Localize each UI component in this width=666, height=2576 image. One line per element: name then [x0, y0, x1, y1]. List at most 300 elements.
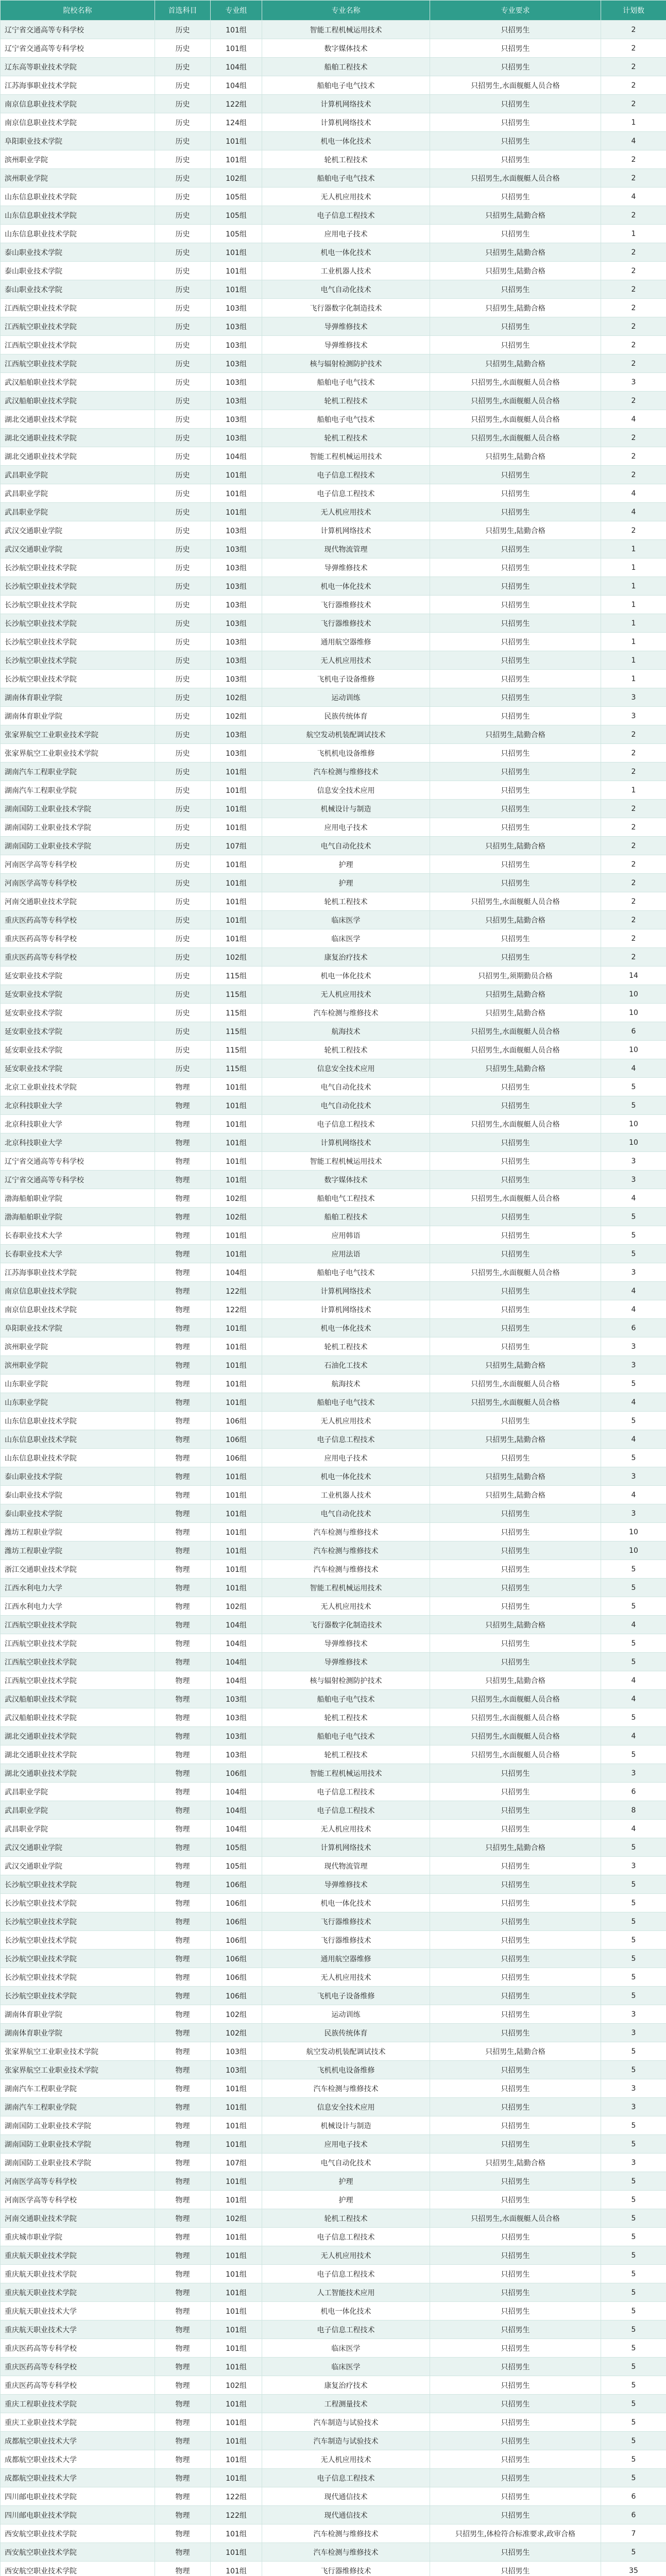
major-code-cell: 104组: [211, 1616, 262, 1634]
plan-cell: 8: [601, 1801, 666, 1820]
subject-cell: 历史: [155, 503, 211, 521]
requirement-cell: 只招男生,水面舰艇人员合格: [430, 373, 601, 392]
table-row: [1, 2098, 666, 2116]
subject-cell: 历史: [155, 818, 211, 837]
major-name-cell: 电子信息工程技术: [262, 1430, 430, 1449]
major-name-cell: 导弹维修技术: [262, 317, 430, 336]
major-name-cell: 应用电子技术: [262, 818, 430, 837]
major-code-cell: 103组: [211, 429, 262, 447]
major-code-cell: 103组: [211, 577, 262, 596]
plan-cell: 1: [601, 633, 666, 651]
requirement-cell: 只招男生,水面舰艇人员合格: [430, 1022, 601, 1041]
subject-cell: 历史: [155, 429, 211, 447]
subject-cell: 历史: [155, 558, 211, 577]
subject-cell: 物理: [155, 2191, 211, 2209]
table-row: [1, 1560, 666, 1579]
requirement-cell: 只招男生,陆勤合格: [430, 1356, 601, 1375]
table-row: [1, 2506, 666, 2524]
table-row: [1, 299, 666, 317]
subject-cell: 物理: [155, 2283, 211, 2302]
subject-cell: 物理: [155, 2154, 211, 2172]
requirement-cell: 只招男生: [430, 1579, 601, 1597]
table-row: [1, 2469, 666, 2487]
major-code-cell: 107组: [211, 2154, 262, 2172]
major-name-cell: 飞行器数字化制造技术: [262, 299, 430, 317]
requirement-cell: 只招男生: [430, 2024, 601, 2042]
major-code-cell: 103组: [211, 614, 262, 633]
requirement-cell: 只招男生: [430, 2487, 601, 2506]
school-cell: 江西航空职业技术学院: [1, 1616, 155, 1634]
school-cell: 山东信息职业技术学院: [1, 1430, 155, 1449]
plan-cell: 10: [601, 1115, 666, 1133]
subject-cell: 历史: [155, 132, 211, 150]
major-name-cell: 信息安全技术应用: [262, 781, 430, 800]
plan-cell: 5: [601, 1875, 666, 1894]
subject-cell: 历史: [155, 299, 211, 317]
plan-cell: 10: [601, 1041, 666, 1059]
plan-cell: 1: [601, 651, 666, 670]
major-code-cell: 101组: [211, 1523, 262, 1541]
school-cell: 武汉船舶职业技术学院: [1, 373, 155, 392]
major-code-cell: 101组: [211, 243, 262, 262]
major-code-cell: 103组: [211, 392, 262, 410]
major-code-cell: 101组: [211, 1560, 262, 1579]
table-row: [1, 1504, 666, 1523]
requirement-cell: 只招男生,水面舰艇人员合格: [430, 1393, 601, 1412]
requirement-cell: 只招男生: [430, 670, 601, 688]
major-code-cell: 104组: [211, 76, 262, 95]
subject-cell: 物理: [155, 2024, 211, 2042]
table-row: [1, 1412, 666, 1430]
requirement-cell: 只招男生: [430, 614, 601, 633]
major-name-cell: 船舶电子电气技术: [262, 76, 430, 95]
plan-cell: 5: [601, 2135, 666, 2154]
subject-cell: 物理: [155, 1356, 211, 1375]
requirement-cell: 只招男生: [430, 1337, 601, 1356]
school-cell: 长沙航空职业技术学院: [1, 558, 155, 577]
plan-cell: 2: [601, 948, 666, 967]
school-cell: 湖南汽车工程职业学院: [1, 2079, 155, 2098]
major-code-cell: 103组: [211, 410, 262, 429]
header-major-name: 专业名称: [262, 1, 430, 21]
school-cell: 江西水利电力大学: [1, 1597, 155, 1616]
subject-cell: 历史: [155, 262, 211, 280]
major-code-cell: 101组: [211, 2098, 262, 2116]
major-name-cell: 轮机工程技术: [262, 892, 430, 911]
major-name-cell: 导弹维修技术: [262, 1634, 430, 1653]
school-cell: 河南医学高等专科学校: [1, 2191, 155, 2209]
school-cell: 湖南体育职业学院: [1, 688, 155, 707]
table-row: [1, 1764, 666, 1783]
major-name-cell: 电气自动化技术: [262, 837, 430, 855]
major-code-cell: 106组: [211, 1764, 262, 1783]
school-cell: 辽宁省交通高等专科学校: [1, 1152, 155, 1171]
table-row: [1, 1894, 666, 1912]
major-code-cell: 101组: [211, 1579, 262, 1597]
requirement-cell: 只招男生,陆勤合格: [430, 1059, 601, 1078]
school-cell: 江西航空职业技术学院: [1, 354, 155, 373]
requirement-cell: 只招男生: [430, 2339, 601, 2358]
plan-cell: 3: [601, 1764, 666, 1783]
requirement-cell: 只招男生: [430, 2450, 601, 2469]
plan-cell: 5: [601, 1208, 666, 1226]
subject-cell: 物理: [155, 2469, 211, 2487]
major-code-cell: 115组: [211, 1022, 262, 1041]
major-name-cell: 智能工程机械运用技术: [262, 1152, 430, 1171]
major-code-cell: 102组: [211, 707, 262, 725]
school-cell: 江西水利电力大学: [1, 1579, 155, 1597]
subject-cell: 物理: [155, 1912, 211, 1931]
requirement-cell: 只招男生: [430, 1931, 601, 1950]
subject-cell: 物理: [155, 1337, 211, 1356]
major-name-cell: 无人机应用技术: [262, 1968, 430, 1987]
plan-cell: 3: [601, 1171, 666, 1189]
major-name-cell: 飞行器维修技术: [262, 1931, 430, 1950]
subject-cell: 历史: [155, 985, 211, 1004]
plan-cell: 5: [601, 1894, 666, 1912]
major-code-cell: 103组: [211, 540, 262, 558]
subject-cell: 物理: [155, 1838, 211, 1857]
major-name-cell: 电子信息工程技术: [262, 1783, 430, 1801]
requirement-cell: 只招男生,陆勤合格: [430, 1004, 601, 1022]
requirement-cell: 只招男生: [430, 1820, 601, 1838]
major-name-cell: 飞行器维修技术: [262, 2562, 430, 2576]
school-cell: 武昌职业学院: [1, 1783, 155, 1801]
school-cell: 武汉交通职业学院: [1, 540, 155, 558]
table-row: [1, 1634, 666, 1653]
requirement-cell: 只招男生: [430, 1968, 601, 1987]
major-name-cell: 汽车检测与维修技术: [262, 2524, 430, 2543]
school-cell: 湖南国防工业职业技术学院: [1, 2135, 155, 2154]
plan-cell: 6: [601, 2487, 666, 2506]
major-name-cell: 电子信息工程技术: [262, 2320, 430, 2339]
major-code-cell: 103组: [211, 1708, 262, 1727]
school-cell: 辽东高等职业技术学院: [1, 58, 155, 76]
table-row: [1, 558, 666, 577]
major-code-cell: 106组: [211, 1449, 262, 1467]
table-row: [1, 2246, 666, 2265]
table-row: [1, 1857, 666, 1875]
major-code-cell: 104组: [211, 1653, 262, 1671]
school-cell: 阜阳职业技术学院: [1, 1319, 155, 1337]
table-row: [1, 2209, 666, 2228]
plan-cell: 10: [601, 1541, 666, 1560]
subject-cell: 物理: [155, 1801, 211, 1820]
requirement-cell: 只招男生: [430, 1560, 601, 1579]
plan-cell: 4: [601, 484, 666, 503]
subject-cell: 物理: [155, 1523, 211, 1541]
requirement-cell: 只招男生: [430, 21, 601, 39]
table-row: [1, 447, 666, 466]
major-code-cell: 102组: [211, 2024, 262, 2042]
subject-cell: 历史: [155, 484, 211, 503]
table-row: [1, 2191, 666, 2209]
major-code-cell: 106组: [211, 1430, 262, 1449]
subject-cell: 历史: [155, 633, 211, 651]
table-row: [1, 2487, 666, 2506]
major-name-cell: 计算机网络技术: [262, 113, 430, 132]
requirement-cell: 只招男生,陆勤合格: [430, 354, 601, 373]
major-name-cell: 信息安全技术应用: [262, 2098, 430, 2116]
school-cell: 湖南国防工业职业技术学院: [1, 800, 155, 818]
major-code-cell: 101组: [211, 2450, 262, 2469]
table-row: [1, 614, 666, 633]
requirement-cell: 只招男生: [430, 317, 601, 336]
major-code-cell: 102组: [211, 1597, 262, 1616]
table-row: [1, 2339, 666, 2358]
table-row: [1, 2024, 666, 2042]
table-row: [1, 1727, 666, 1745]
subject-cell: 历史: [155, 392, 211, 410]
requirement-cell: 只招男生: [430, 818, 601, 837]
major-name-cell: 汽车检测与维修技术: [262, 1541, 430, 1560]
plan-cell: 5: [601, 2395, 666, 2413]
subject-cell: 物理: [155, 1486, 211, 1504]
plan-cell: 10: [601, 985, 666, 1004]
plan-cell: 2: [601, 447, 666, 466]
school-cell: 南京信息职业技术学院: [1, 95, 155, 113]
major-name-cell: 电子信息工程技术: [262, 2469, 430, 2487]
plan-cell: 5: [601, 2265, 666, 2283]
plan-cell: 10: [601, 1133, 666, 1152]
subject-cell: 物理: [155, 2320, 211, 2339]
requirement-cell: 只招男生: [430, 540, 601, 558]
subject-cell: 物理: [155, 2005, 211, 2024]
plan-cell: 5: [601, 2432, 666, 2450]
major-code-cell: 104组: [211, 1634, 262, 1653]
requirement-cell: 只招男生: [430, 781, 601, 800]
subject-cell: 历史: [155, 1059, 211, 1078]
plan-cell: 5: [601, 2283, 666, 2302]
requirement-cell: 只招男生,陆勤合格: [430, 447, 601, 466]
major-name-cell: 智能工程机械运用技术: [262, 21, 430, 39]
subject-cell: 历史: [155, 150, 211, 169]
table-row: [1, 892, 666, 911]
major-code-cell: 103组: [211, 596, 262, 614]
major-code-cell: 102组: [211, 2005, 262, 2024]
major-name-cell: 机电一体化技术: [262, 1467, 430, 1486]
requirement-cell: 只招男生,须期勤员合格: [430, 967, 601, 985]
table-body: [1, 21, 666, 2576]
school-cell: 湖南汽车工程职业学院: [1, 781, 155, 800]
table-row: [1, 484, 666, 503]
major-code-cell: 122组: [211, 95, 262, 113]
school-cell: 江西航空职业技术学院: [1, 336, 155, 354]
school-cell: 延安职业技术学院: [1, 1022, 155, 1041]
school-cell: 渤海船舶职业学院: [1, 1189, 155, 1208]
requirement-cell: 只招男生: [430, 113, 601, 132]
subject-cell: 物理: [155, 1634, 211, 1653]
school-cell: 长沙航空职业技术学院: [1, 633, 155, 651]
table-row: [1, 1820, 666, 1838]
subject-cell: 历史: [155, 1041, 211, 1059]
requirement-cell: 只招男生: [430, 1764, 601, 1783]
table-row: [1, 837, 666, 855]
subject-cell: 历史: [155, 744, 211, 762]
school-cell: 泰山职业技术学院: [1, 243, 155, 262]
school-cell: 长沙航空职业技术学院: [1, 1875, 155, 1894]
table-row: [1, 21, 666, 39]
requirement-cell: 只招男生: [430, 1245, 601, 1263]
major-name-cell: 计算机网络技术: [262, 1282, 430, 1300]
subject-cell: 物理: [155, 1096, 211, 1115]
subject-cell: 物理: [155, 1171, 211, 1189]
requirement-cell: 只招男生,陆勤合格: [430, 2154, 601, 2172]
subject-cell: 历史: [155, 596, 211, 614]
plan-cell: 1: [601, 614, 666, 633]
requirement-cell: 只招男生: [430, 2469, 601, 2487]
plan-cell: 5: [601, 1560, 666, 1579]
table-row: [1, 336, 666, 354]
major-code-cell: 115组: [211, 1004, 262, 1022]
major-name-cell: 汽车检测与维修技术: [262, 1560, 430, 1579]
major-code-cell: 101组: [211, 2358, 262, 2376]
table-row: [1, 1653, 666, 1671]
subject-cell: 历史: [155, 21, 211, 39]
subject-cell: 历史: [155, 336, 211, 354]
school-cell: 武昌职业学院: [1, 1801, 155, 1820]
requirement-cell: 只招男生: [430, 2358, 601, 2376]
requirement-cell: 只招男生: [430, 948, 601, 967]
requirement-cell: 只招男生: [430, 225, 601, 243]
major-name-cell: 应用电子技术: [262, 2135, 430, 2154]
plan-cell: 1: [601, 670, 666, 688]
major-code-cell: 101组: [211, 2246, 262, 2265]
major-code-cell: 104组: [211, 1263, 262, 1282]
plan-cell: 4: [601, 1671, 666, 1690]
subject-cell: 物理: [155, 2487, 211, 2506]
major-code-cell: 101组: [211, 1467, 262, 1486]
subject-cell: 历史: [155, 725, 211, 744]
plan-cell: 5: [601, 1950, 666, 1968]
major-code-cell: 105组: [211, 225, 262, 243]
major-name-cell: 机电一体化技术: [262, 132, 430, 150]
requirement-cell: 只招男生: [430, 596, 601, 614]
major-name-cell: 汽车检测与维修技术: [262, 2543, 430, 2562]
major-name-cell: 计算机网络技术: [262, 1300, 430, 1319]
requirement-cell: 只招男生: [430, 484, 601, 503]
plan-cell: 3: [601, 1857, 666, 1875]
table-row: [1, 911, 666, 929]
requirement-cell: 只招男生: [430, 2079, 601, 2098]
requirement-cell: 只招男生: [430, 2413, 601, 2432]
major-code-cell: 101组: [211, 2524, 262, 2543]
school-cell: 滨州职业学院: [1, 1337, 155, 1356]
plan-cell: 5: [601, 2061, 666, 2079]
major-name-cell: 康复治疗技术: [262, 948, 430, 967]
subject-cell: 历史: [155, 929, 211, 948]
plan-cell: 10: [601, 1523, 666, 1541]
major-name-cell: 数字媒体技术: [262, 39, 430, 58]
requirement-cell: 只招男生: [430, 1282, 601, 1300]
subject-cell: 历史: [155, 911, 211, 929]
major-code-cell: 101组: [211, 280, 262, 299]
major-name-cell: 无人机应用技术: [262, 2450, 430, 2469]
major-code-cell: 101组: [211, 466, 262, 484]
table-row: [1, 429, 666, 447]
subject-cell: 物理: [155, 2524, 211, 2543]
table-row: [1, 762, 666, 781]
major-code-cell: 106组: [211, 1987, 262, 2005]
major-code-cell: 106组: [211, 1875, 262, 1894]
subject-cell: 物理: [155, 1319, 211, 1337]
school-cell: 重庆航天职业技术学院: [1, 2283, 155, 2302]
major-code-cell: 101组: [211, 150, 262, 169]
major-code-cell: 104组: [211, 1820, 262, 1838]
table-row: [1, 113, 666, 132]
requirement-cell: 只招男生: [430, 2228, 601, 2246]
school-cell: 张家界航空工业职业技术学院: [1, 2042, 155, 2061]
major-code-cell: 102组: [211, 1208, 262, 1226]
subject-cell: 历史: [155, 707, 211, 725]
plan-cell: 3: [601, 1504, 666, 1523]
major-code-cell: 122组: [211, 1300, 262, 1319]
subject-cell: 物理: [155, 1745, 211, 1764]
major-name-cell: 电子信息工程技术: [262, 1115, 430, 1133]
requirement-cell: 只招男生: [430, 1541, 601, 1560]
plan-cell: 5: [601, 1987, 666, 2005]
major-name-cell: 导弹维修技术: [262, 558, 430, 577]
requirement-cell: 只招男生: [430, 633, 601, 651]
subject-cell: 历史: [155, 169, 211, 188]
table-row: [1, 2302, 666, 2320]
plan-cell: 35: [601, 2562, 666, 2576]
major-code-cell: 101组: [211, 132, 262, 150]
table-row: [1, 1282, 666, 1300]
major-name-cell: 临床医学: [262, 2358, 430, 2376]
subject-cell: 物理: [155, 1078, 211, 1096]
major-code-cell: 101组: [211, 262, 262, 280]
school-cell: 重庆医药高等专科学校: [1, 2376, 155, 2395]
school-cell: 重庆工程职业技术学院: [1, 2395, 155, 2413]
major-code-cell: 101组: [211, 2413, 262, 2432]
major-code-cell: 115组: [211, 1041, 262, 1059]
major-name-cell: 机械设计与制造: [262, 800, 430, 818]
school-cell: 长沙航空职业技术学院: [1, 614, 155, 633]
school-cell: 潍坊工程职业学院: [1, 1541, 155, 1560]
major-name-cell: 轮机工程技术: [262, 1041, 430, 1059]
plan-cell: 4: [601, 1820, 666, 1838]
table-row: [1, 2376, 666, 2395]
plan-cell: 2: [601, 280, 666, 299]
school-cell: 山东信息职业技术学院: [1, 188, 155, 206]
major-name-cell: 电子信息工程技术: [262, 2228, 430, 2246]
subject-cell: 历史: [155, 837, 211, 855]
table-row: [1, 1671, 666, 1690]
school-cell: 重庆航天职业技术大学: [1, 2302, 155, 2320]
requirement-cell: 只招男生,陆勤合格: [430, 2042, 601, 2061]
plan-cell: 2: [601, 76, 666, 95]
table-row: [1, 1263, 666, 1282]
subject-cell: 物理: [155, 1133, 211, 1152]
plan-cell: 3: [601, 2154, 666, 2172]
plan-cell: 2: [601, 262, 666, 280]
table-row: [1, 280, 666, 299]
school-cell: 张家界航空工业职业技术学院: [1, 2061, 155, 2079]
major-name-cell: 轮机工程技术: [262, 150, 430, 169]
plan-cell: 4: [601, 1059, 666, 1078]
plan-cell: 1: [601, 781, 666, 800]
requirement-cell: 只招男生: [430, 1504, 601, 1523]
table-row: [1, 206, 666, 225]
table-row: [1, 1004, 666, 1022]
table-row: [1, 262, 666, 280]
major-code-cell: 103组: [211, 2061, 262, 2079]
major-code-cell: 103组: [211, 744, 262, 762]
requirement-cell: 只招男生: [430, 2246, 601, 2265]
requirement-cell: 只招男生,水面舰艇人员合格: [430, 892, 601, 911]
school-cell: 湖南国防工业职业技术学院: [1, 837, 155, 855]
